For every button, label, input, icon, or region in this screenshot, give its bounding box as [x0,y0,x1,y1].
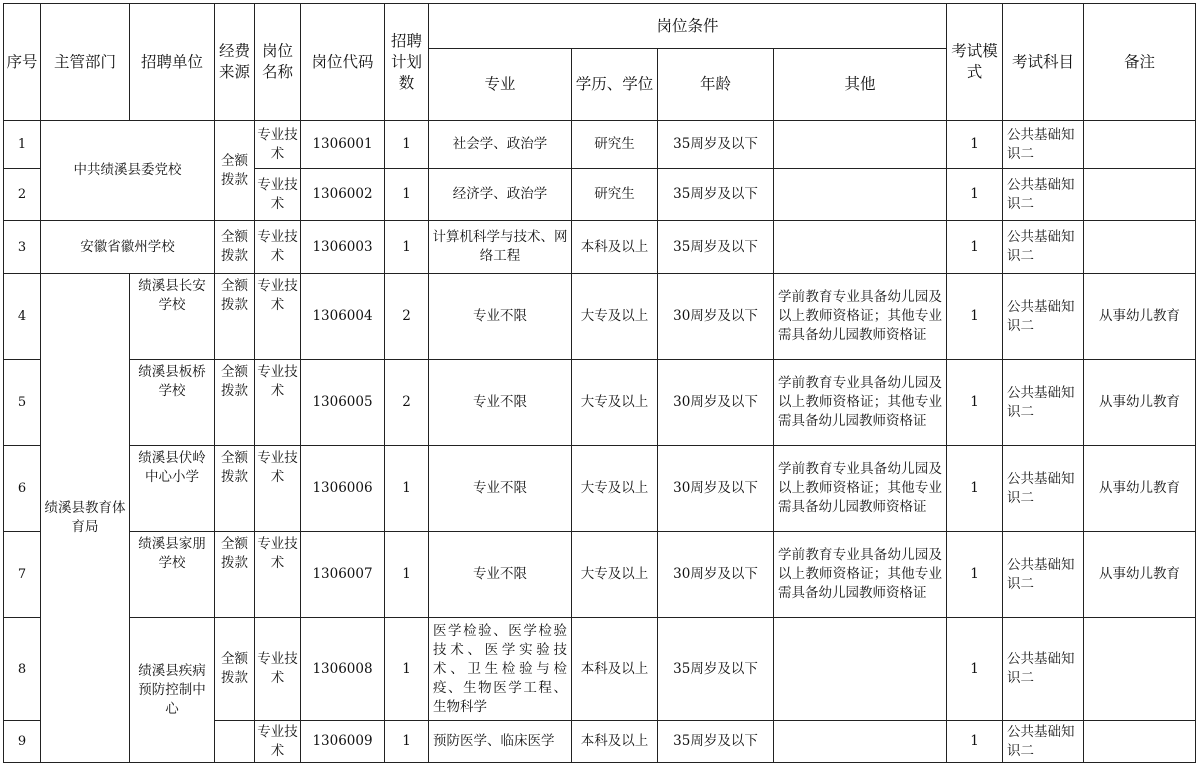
cell-remark: 从事幼儿教育 [1084,274,1196,360]
cell-major: 专业不限 [429,274,572,360]
cell-exam-mode: 1 [947,169,1003,221]
cell-age: 30周岁及以下 [658,360,774,446]
cell-unit: 绩溪县长安学校 [130,274,215,360]
cell-age: 30周岁及以下 [658,274,774,360]
cell-age: 35周岁及以下 [658,618,774,721]
cell-post-code: 1306007 [301,532,385,618]
cell-exam-subject: 公共基础知识二 [1003,221,1084,274]
cell-exam-mode: 1 [947,618,1003,721]
cell-age: 35周岁及以下 [658,121,774,169]
cell-fund: 全额拨款 [215,221,255,274]
cell-post-name: 专业技术 [255,532,301,618]
cell-other: 学前教育专业具备幼儿园及以上教师资格证；其他专业需具备幼儿园教师资格证 [774,446,947,532]
cell-remark [1084,721,1196,763]
col-header-exam-subject: 考试科目 [1003,4,1084,121]
cell-plan: 1 [385,221,429,274]
cell-other: 学前教育专业具备幼儿园及以上教师资格证；其他专业需具备幼儿园教师资格证 [774,532,947,618]
cell-dept-unit-huizhou-school: 安徽省徽州学校 [41,221,215,274]
col-header-conditions: 岗位条件 [429,4,947,49]
cell-exam-mode: 1 [947,274,1003,360]
cell-exam-subject: 公共基础知识二 [1003,618,1084,721]
cell-post-code: 1306003 [301,221,385,274]
cell-post-code: 1306002 [301,169,385,221]
table-row [4,532,1196,618]
cell-seq: 8 [4,618,41,721]
cell-exam-mode: 1 [947,360,1003,446]
col-header-post-name: 岗位名称 [255,4,301,121]
cell-remark: 从事幼儿教育 [1084,532,1196,618]
cell-major: 专业不限 [429,360,572,446]
cell-age: 30周岁及以下 [658,446,774,532]
table-row [4,121,1196,169]
header-row-1 [4,4,1196,49]
cell-remark: 从事幼儿教育 [1084,360,1196,446]
cell-exam-mode: 1 [947,121,1003,169]
cell-post-name: 专业技术 [255,169,301,221]
cell-exam-mode: 1 [947,532,1003,618]
cell-remark: 从事幼儿教育 [1084,446,1196,532]
col-header-age: 年龄 [658,49,774,121]
cell-exam-subject: 公共基础知识二 [1003,121,1084,169]
cell-seq: 1 [4,121,41,169]
cell-age: 35周岁及以下 [658,721,774,763]
cell-post-code: 1306006 [301,446,385,532]
cell-edu: 研究生 [572,121,658,169]
col-header-fund: 经费来源 [215,4,255,121]
cell-other: 学前教育专业具备幼儿园及以上教师资格证；其他专业需具备幼儿园教师资格证 [774,360,947,446]
cell-edu: 研究生 [572,169,658,221]
cell-other [774,121,947,169]
cell-post-name: 专业技术 [255,221,301,274]
cell-age: 30周岁及以下 [658,532,774,618]
cell-fund [215,721,255,763]
col-header-dept: 主管部门 [41,4,130,121]
col-header-post-code: 岗位代码 [301,4,385,121]
cell-exam-subject: 公共基础知识二 [1003,721,1084,763]
cell-edu: 本科及以上 [572,618,658,721]
cell-post-code: 1306004 [301,274,385,360]
cell-seq: 6 [4,446,41,532]
cell-other [774,721,947,763]
col-header-other: 其他 [774,49,947,121]
cell-seq: 9 [4,721,41,763]
cell-plan: 1 [385,121,429,169]
cell-exam-subject: 公共基础知识二 [1003,169,1084,221]
col-header-plan: 招聘计划数 [385,4,429,121]
cell-age: 35周岁及以下 [658,221,774,274]
col-header-exam-mode: 考试模式 [947,4,1003,121]
cell-edu: 本科及以上 [572,721,658,763]
cell-post-name: 专业技术 [255,274,301,360]
cell-seq: 7 [4,532,41,618]
cell-fund: 全额拨款 [215,121,255,221]
col-header-remark: 备注 [1084,4,1196,121]
cell-post-name: 专业技术 [255,446,301,532]
cell-plan: 1 [385,532,429,618]
cell-fund: 全额拨款 [215,532,255,618]
cell-seq: 2 [4,169,41,221]
cell-major: 计算机科学与技术、网络工程 [429,221,572,274]
cell-post-code: 1306001 [301,121,385,169]
cell-fund: 全额拨款 [215,446,255,532]
col-header-edu: 学历、学位 [572,49,658,121]
cell-exam-subject: 公共基础知识二 [1003,446,1084,532]
cell-major: 经济学、政治学 [429,169,572,221]
cell-remark [1084,221,1196,274]
cell-edu: 大专及以上 [572,446,658,532]
cell-seq: 5 [4,360,41,446]
cell-post-name: 专业技术 [255,360,301,446]
cell-edu: 大专及以上 [572,274,658,360]
table-row [4,274,1196,360]
cell-remark [1084,169,1196,221]
cell-post-code: 1306009 [301,721,385,763]
table-row [4,221,1196,274]
cell-post-name: 专业技术 [255,721,301,763]
cell-other: 学前教育专业具备幼儿园及以上教师资格证；其他专业需具备幼儿园教师资格证 [774,274,947,360]
cell-other [774,169,947,221]
col-header-major: 专业 [429,49,572,121]
cell-exam-subject: 公共基础知识二 [1003,274,1084,360]
cell-dept-edu-bureau: 绩溪县教育体育局 [41,274,130,763]
cell-other [774,618,947,721]
cell-major: 专业不限 [429,446,572,532]
cell-post-code: 1306005 [301,360,385,446]
cell-exam-subject: 公共基础知识二 [1003,360,1084,446]
cell-unit: 绩溪县疾病预防控制中心 [130,618,215,763]
cell-plan: 2 [385,274,429,360]
cell-exam-mode: 1 [947,446,1003,532]
cell-plan: 1 [385,169,429,221]
cell-edu: 大专及以上 [572,360,658,446]
cell-unit: 绩溪县家朋学校 [130,532,215,618]
cell-remark [1084,121,1196,169]
col-header-seq: 序号 [4,4,41,121]
cell-dept-unit-party-school: 中共绩溪县委党校 [41,121,215,221]
cell-other [774,221,947,274]
cell-age: 35周岁及以下 [658,169,774,221]
cell-exam-mode: 1 [947,221,1003,274]
cell-plan: 2 [385,360,429,446]
col-header-unit: 招聘单位 [130,4,215,121]
cell-major: 社会学、政治学 [429,121,572,169]
cell-fund: 全额拨款 [215,618,255,721]
cell-seq: 3 [4,221,41,274]
cell-unit: 绩溪县伏岭中心小学 [130,446,215,532]
table-row [4,360,1196,446]
cell-fund: 全额拨款 [215,274,255,360]
recruitment-table [3,3,1196,763]
cell-edu: 本科及以上 [572,221,658,274]
cell-seq: 4 [4,274,41,360]
table-row [4,618,1196,721]
cell-fund: 全额拨款 [215,360,255,446]
cell-exam-subject: 公共基础知识二 [1003,532,1084,618]
cell-unit: 绩溪县板桥学校 [130,360,215,446]
cell-plan: 1 [385,446,429,532]
cell-post-name: 专业技术 [255,121,301,169]
cell-plan: 1 [385,618,429,721]
cell-edu: 大专及以上 [572,532,658,618]
cell-post-name: 专业技术 [255,618,301,721]
cell-major: 专业不限 [429,532,572,618]
cell-major: 预防医学、临床医学 [429,721,572,763]
table-row [4,446,1196,532]
cell-major: 医学检验、医学检验技术、医学实验技术、卫生检验与检疫、生物医学工程、生物科学 [429,618,572,721]
cell-plan: 1 [385,721,429,763]
cell-exam-mode: 1 [947,721,1003,763]
cell-remark [1084,618,1196,721]
cell-post-code: 1306008 [301,618,385,721]
